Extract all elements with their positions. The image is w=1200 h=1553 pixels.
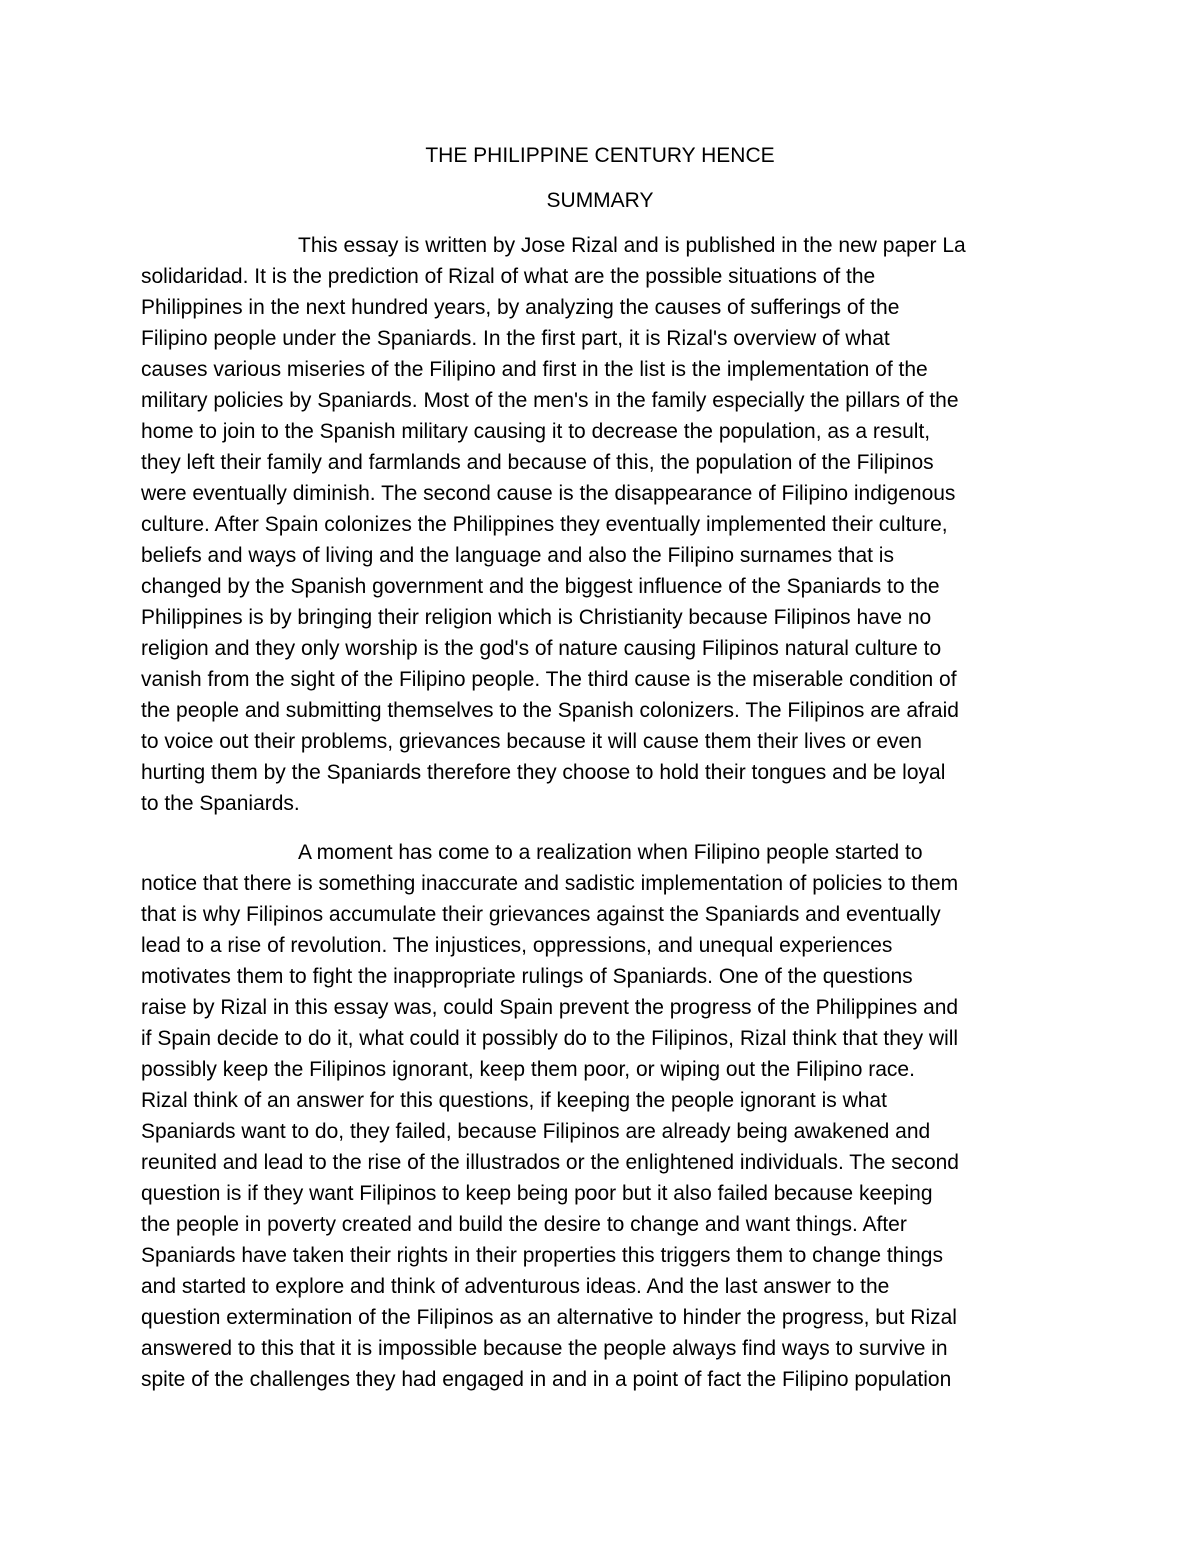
paragraph-line: motivates them to fight the inappropriate rulings of Spaniards. One of the questions: [141, 965, 913, 988]
paragraph-line: to the Spaniards.: [141, 792, 300, 815]
paragraph-line: possibly keep the Filipinos ignorant, keep them poor, or wiping out the Filipino race.: [141, 1058, 915, 1081]
paragraph-line: causes various miseries of the Filipino and first in the list is the implementation of the: [141, 358, 928, 381]
paragraph-line: military policies by Spaniards. Most of the men's in the family especially the pillars of the: [141, 389, 959, 412]
paragraph-line: to voice out their problems, grievances because it will cause them their lives or even: [141, 730, 922, 753]
paragraph-line: were eventually diminish. The second cause is the disappearance of Filipino indigenous: [141, 482, 956, 505]
paragraph-line: if Spain decide to do it, what could it possibly do to the Filipinos, Rizal think that they will: [141, 1027, 959, 1050]
paragraph-line: hurting them by the Spaniards therefore they choose to hold their tongues and be loyal: [141, 761, 946, 784]
paragraph-line: question extermination of the Filipinos as an alternative to hinder the progress, but Rizal: [141, 1306, 957, 1329]
paragraph-line: changed by the Spanish government and the biggest influence of the Spaniards to the: [141, 575, 940, 598]
paragraph-line: reunited and lead to the rise of the illustrados or the enlightened individuals. The second: [141, 1151, 959, 1174]
paragraph-line: A moment has come to a realization when Filipino people started to: [298, 841, 923, 864]
paragraph-line: Philippines is by bringing their religion which is Christianity because Filipinos have no: [141, 606, 932, 629]
paragraph-line: Rizal think of an answer for this questions, if keeping the people ignorant is what: [141, 1089, 887, 1112]
paragraph-line: spite of the challenges they had engaged in and in a point of fact the Filipino population: [141, 1368, 952, 1391]
paragraph-line: answered to this that it is impossible because the people always find ways to survive in: [141, 1337, 948, 1360]
paragraph-line: Spaniards want to do, they failed, because Filipinos are already being awakened and: [141, 1120, 931, 1143]
paragraph-line: This essay is written by Jose Rizal and is published in the new paper La: [298, 234, 966, 257]
paragraph-line: question is if they want Filipinos to keep being poor but it also failed because keeping: [141, 1182, 933, 1205]
paragraph-line: and started to explore and think of adventurous ideas. And the last answer to the: [141, 1275, 890, 1298]
paragraph-line: the people in poverty created and build the desire to change and want things. After: [141, 1213, 907, 1236]
paragraph-line: they left their family and farmlands and because of this, the population of the Filipinos: [141, 451, 934, 474]
paragraph-line: Filipino people under the Spaniards. In the first part, it is Rizal's overview of what: [141, 327, 890, 350]
paragraph-line: notice that there is something inaccurate and sadistic implementation of policies to them: [141, 872, 959, 895]
paragraph-line: Philippines in the next hundred years, by analyzing the causes of sufferings of the: [141, 296, 900, 319]
paragraph-line: lead to a rise of revolution. The injustices, oppressions, and unequal experiences: [141, 934, 893, 957]
paragraph-line: religion and they only worship is the god's of nature causing Filipinos natural culture to: [141, 637, 942, 660]
paragraph-line: raise by Rizal in this essay was, could Spain prevent the progress of the Philippines and: [141, 996, 959, 1019]
paragraph-1: [141, 230, 1071, 819]
document-title: THE PHILIPPINE CENTURY HENCE: [425, 144, 775, 167]
paragraph-line: home to join to the Spanish military causing it to decrease the population, as a result,: [141, 420, 931, 443]
paragraph-line: solidaridad. It is the prediction of Rizal of what are the possible situations of the: [141, 265, 876, 288]
paragraph-line: vanish from the sight of the Filipino people. The third cause is the miserable condition of: [141, 668, 957, 691]
document-subtitle: SUMMARY: [546, 189, 654, 212]
paragraph-2: [141, 837, 1071, 1395]
paragraph-line: culture. After Spain colonizes the Philippines they eventually implemented their culture,: [141, 513, 948, 536]
paragraph-line: the people and submitting themselves to the Spanish colonizers. The Filipinos are afraid: [141, 699, 959, 722]
paragraph-line: that is why Filipinos accumulate their grievances against the Spaniards and eventually: [141, 903, 941, 926]
paragraph-line: Spaniards have taken their rights in their properties this triggers them to change things: [141, 1244, 943, 1267]
paragraph-line: beliefs and ways of living and the language and also the Filipino surnames that is: [141, 544, 894, 567]
